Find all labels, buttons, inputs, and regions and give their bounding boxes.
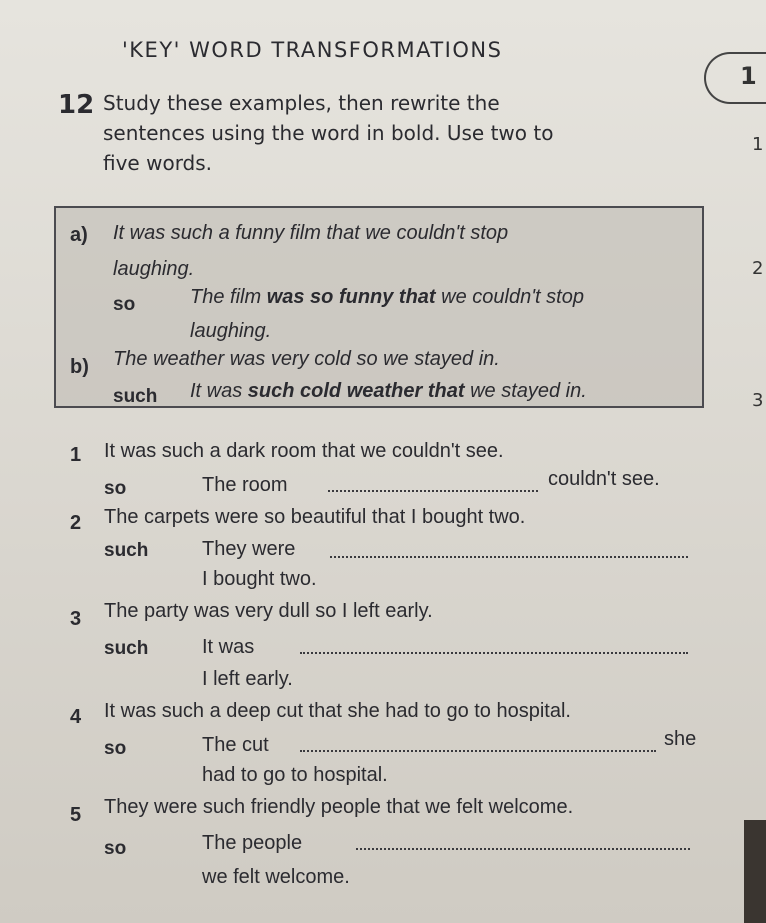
key-word: such [104,540,149,561]
item-number: 1 [70,444,82,466]
key-word: such [113,386,158,407]
item-start: The room [202,474,288,496]
example-sentence: laughing. [113,258,195,280]
item-sentence: They were such friendly people that we felt welcome. [104,796,574,818]
answer-bold: such cold weather that [247,380,465,402]
exercise-number: 12 [58,90,95,120]
answer-blank[interactable] [300,652,688,654]
exercise-instruction [103,88,703,178]
key-word: so [104,738,127,759]
section-title: 'KEY' WORD TRANSFORMATIONS [122,38,503,62]
item-end: she [664,728,697,750]
instruction-line: sentences using the word in bold. Use two to [103,121,554,145]
example-answer [190,286,584,309]
key-word: so [104,838,127,859]
example-answer: laughing. [190,320,272,342]
item-sentence: It was such a dark room that we couldn't see. [104,440,504,462]
example-answer [190,380,587,403]
item-number: 5 [70,804,82,826]
answer-blank[interactable] [356,848,690,850]
item-line2: we felt welcome. [202,866,350,888]
instruction-line: five words. [103,151,213,175]
item-start: They were [202,538,296,560]
margin-number: 2 [752,258,764,279]
answer-blank[interactable] [328,490,538,492]
margin-number: 1 [740,62,757,90]
answer-text: It was [190,380,248,402]
example-label: a) [70,224,88,246]
key-word: so [113,294,136,315]
instruction-line: Study these examples, then rewrite the [103,91,500,115]
item-line2: I left early. [202,668,293,690]
margin-number: 1 [752,134,764,155]
answer-text: we stayed in. [464,380,587,402]
answer-blank[interactable] [330,556,688,558]
key-word: so [104,478,127,499]
item-sentence: The party was very dull so I left early. [104,600,433,622]
item-sentence: It was such a deep cut that she had to go to hospital. [104,700,571,722]
item-end: couldn't see. [548,468,660,490]
example-sentence: It was such a funny film that we couldn't stop [113,222,509,244]
item-start: It was [202,636,255,658]
item-sentence: The carpets were so beautiful that I bought two. [104,506,526,528]
key-word: such [104,638,149,659]
item-number: 3 [70,608,82,630]
answer-blank[interactable] [300,750,656,752]
item-number: 2 [70,512,82,534]
example-sentence: The weather was very cold so we stayed in. [113,348,500,370]
item-line2: I bought two. [202,568,317,590]
margin-number: 3 [752,390,764,411]
answer-bold: was so funny that [266,286,436,308]
example-label: b) [70,356,89,378]
item-number: 4 [70,706,82,728]
page-edge-shadow [744,820,766,923]
item-start: The people [202,832,303,854]
answer-text: we couldn't stop [435,286,584,308]
answer-text: The film [190,286,267,308]
item-start: The cut [202,734,269,756]
item-line2: had to go to hospital. [202,764,388,786]
